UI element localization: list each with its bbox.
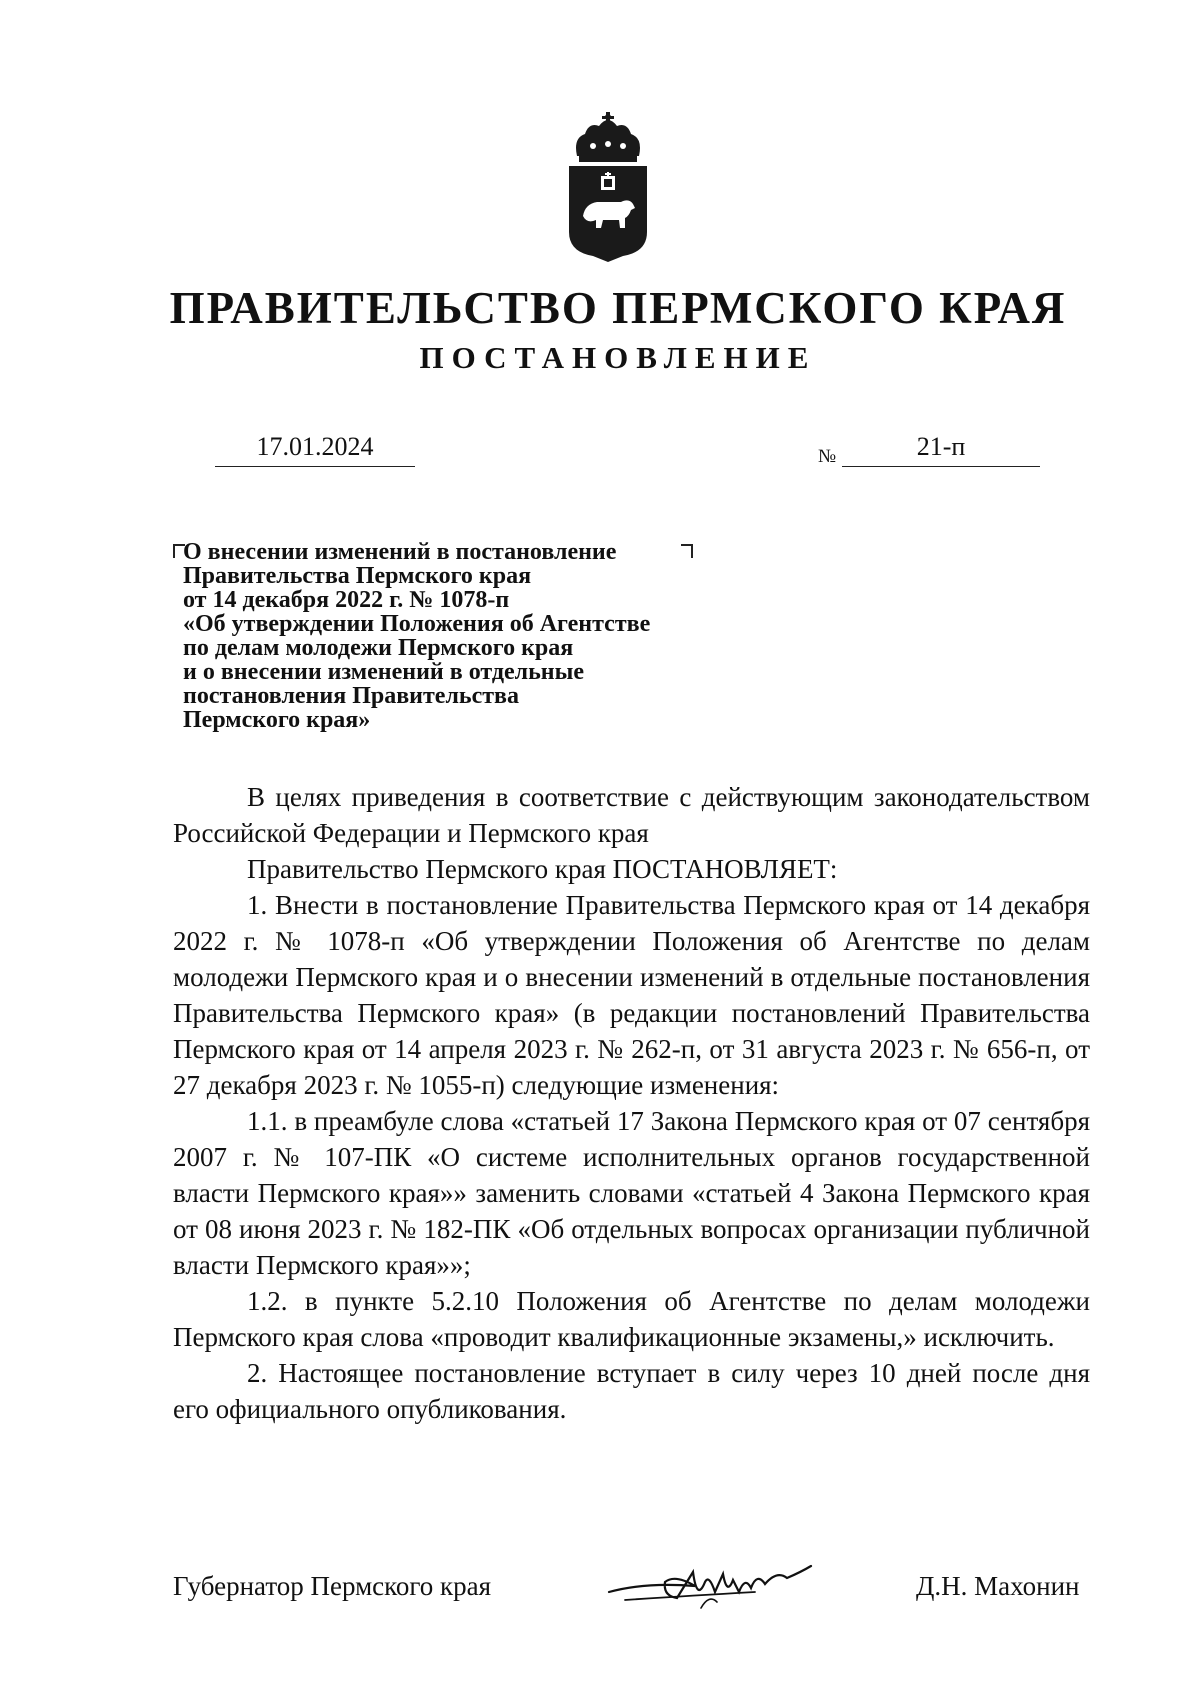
body-paragraph-item-1: 1. Внести в постановление Правительства Пермского края от 14 декабря 2022 г. № 1078-п «Об утверждении Положения об Агентстве по делам молодежи Пермского края и о внесении изменений в отдельные постановления Правительства Пермского края» (в редакции постановлений Правительства Пермского края от 14 апреля 2023 г. № 262-п, от 31 августа 2023 г. № 656-п, от 27 декабря 2023 г. № 1055-п) следующие изменения: [173,890,1090,1100]
subject-line: от 14 декабря 2022 г. № 1078-п [183,587,510,613]
handwritten-signature-icon [605,1552,815,1622]
body-paragraph-preamble: В целях приведения в соответствие с действующим законодательством Российской Федерации и Пермского края [173,782,1090,848]
document-type: ПОСТАНОВЛЕНИЕ [419,340,817,375]
document-date: 17.01.2024 [215,430,415,467]
signatory-position: Губернатор Пермского края [173,1571,492,1601]
subject-line: О внесении изменений в постановление [183,539,617,565]
number-sign: № [818,446,837,467]
organization-title: ПРАВИТЕЛЬСТВО ПЕРМСКОГО КРАЯ [169,283,1067,333]
document-subject [183,540,783,732]
subject-line: и о внесении изменений в отдельные [183,659,585,685]
body-paragraph-resolves: Правительство Пермского края ПОСТАНОВЛЯЕТ: [247,854,838,884]
coat-of-arms-icon [563,112,653,262]
subject-line: постановления Правительства [183,683,519,709]
body-paragraph-item-1-2: 1.2. в пункте 5.2.10 Положения об Агентстве по делам молодежи Пермского края слова «проводит квалификационные экзамены,» исключить. [173,1286,1090,1352]
subject-line: Пермского края» [183,707,371,733]
subject-line: по делам молодежи Пермского края [183,635,574,661]
document-body [173,779,1090,1427]
body-paragraph-item-1-1: 1.1. в преамбуле слова «статьей 17 Закона Пермского края от 07 сентября 2007 г. № 107-ПК «О системе исполнительных органов государственной власти Пермского края»» заменить словами «статьей 4 Закона Пермского края от 08 июня 2023 г. № 182-ПК «Об отдельных вопросах организации публичной власти Пермского края»»; [173,1106,1090,1280]
signatory-name: Д.Н. Махонин [916,1571,1080,1601]
subject-line: Правительства Пермского края [183,563,532,589]
subject-line: «Об утверждении Положения об Агентстве [183,611,651,637]
body-paragraph-item-2: 2. Настоящее постановление вступает в силу через 10 дней после дня его официального опубликования. [173,1358,1090,1424]
document-number: 21-п [842,430,1040,467]
